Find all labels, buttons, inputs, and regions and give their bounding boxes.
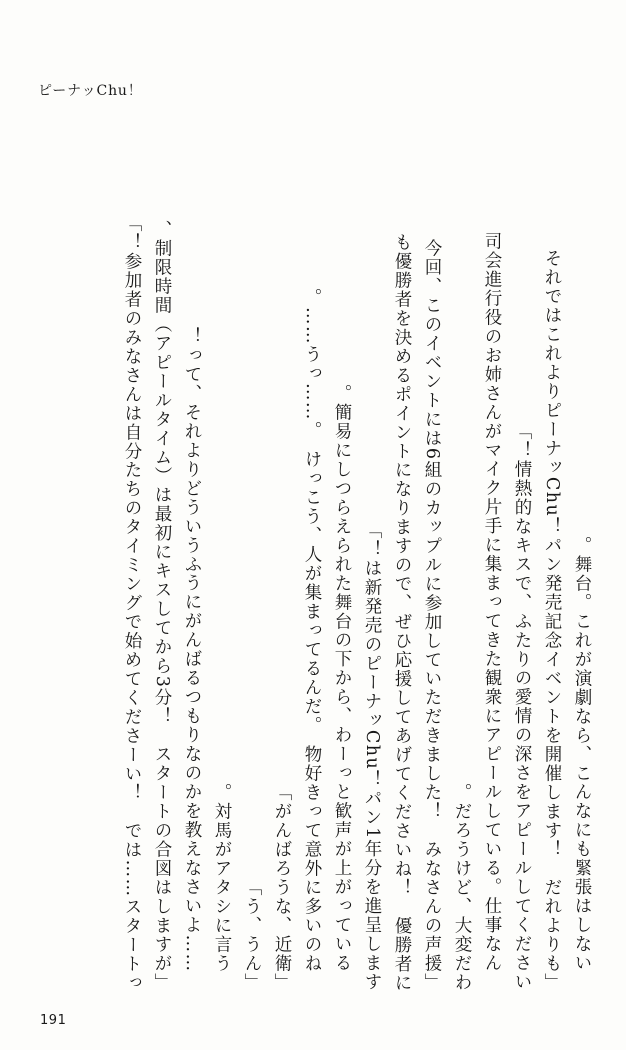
text-column: 舞台。これが演劇なら、こんなにも緊張はしない。 <box>572 536 592 992</box>
text-column: 簡易にしつらえられた舞台の下から、わーっと歓声が上がっている。 <box>332 384 352 992</box>
page-number: 191 <box>40 1013 67 1028</box>
text-column: 「がんばろうな、近衛」 <box>272 783 292 992</box>
text-column: は新発売のピーナッChu！パン1年分を進呈します！」 <box>362 521 382 992</box>
text-column: 「それではこれよりピーナッChu！パン発売記念イベントを開催します！ だれよりも <box>542 249 562 992</box>
running-header: ピーナッChu！ <box>38 83 143 99</box>
text-column: 「制限時間（アピールタイム）は最初にキスしてから3分！ スタートの合図はしますが、 <box>152 219 172 992</box>
text-column: 情熱的なキスで、ふたりの愛情の深さをアピールしてください！」 <box>512 422 532 992</box>
text-column: 「今回、このイベントには6組のカップルに参加していただきました！ みなさんの声援 <box>422 238 442 992</box>
text-column: ……って、それよりどういうふうにがんばるつもりなのかを教えなさいよ！ <box>182 327 202 992</box>
text-column: も優勝者を決めるポイントになりますので、ぜひ応援してあげてくださいね！ 優勝者に <box>392 232 412 992</box>
text-column: うっ……。 けっこう、人が集まってるんだ。 物好きって意外に多いのね……。 <box>302 287 322 992</box>
text-column: 参加者のみなさんは自分たちのタイミングで始めてくださーい！ では……スタートっ！」 <box>122 213 142 992</box>
text-column: 「う、うん」 <box>242 878 262 992</box>
text-column: 対馬がアタシに言う。 <box>212 783 232 992</box>
vertical-body-text <box>34 112 590 992</box>
text-column: だろうけど、大変だわ。 <box>452 783 472 992</box>
text-column: 司会進行役のお姉さんがマイク片手に集まってきた観衆にアピールしている。仕事なん <box>482 232 502 992</box>
